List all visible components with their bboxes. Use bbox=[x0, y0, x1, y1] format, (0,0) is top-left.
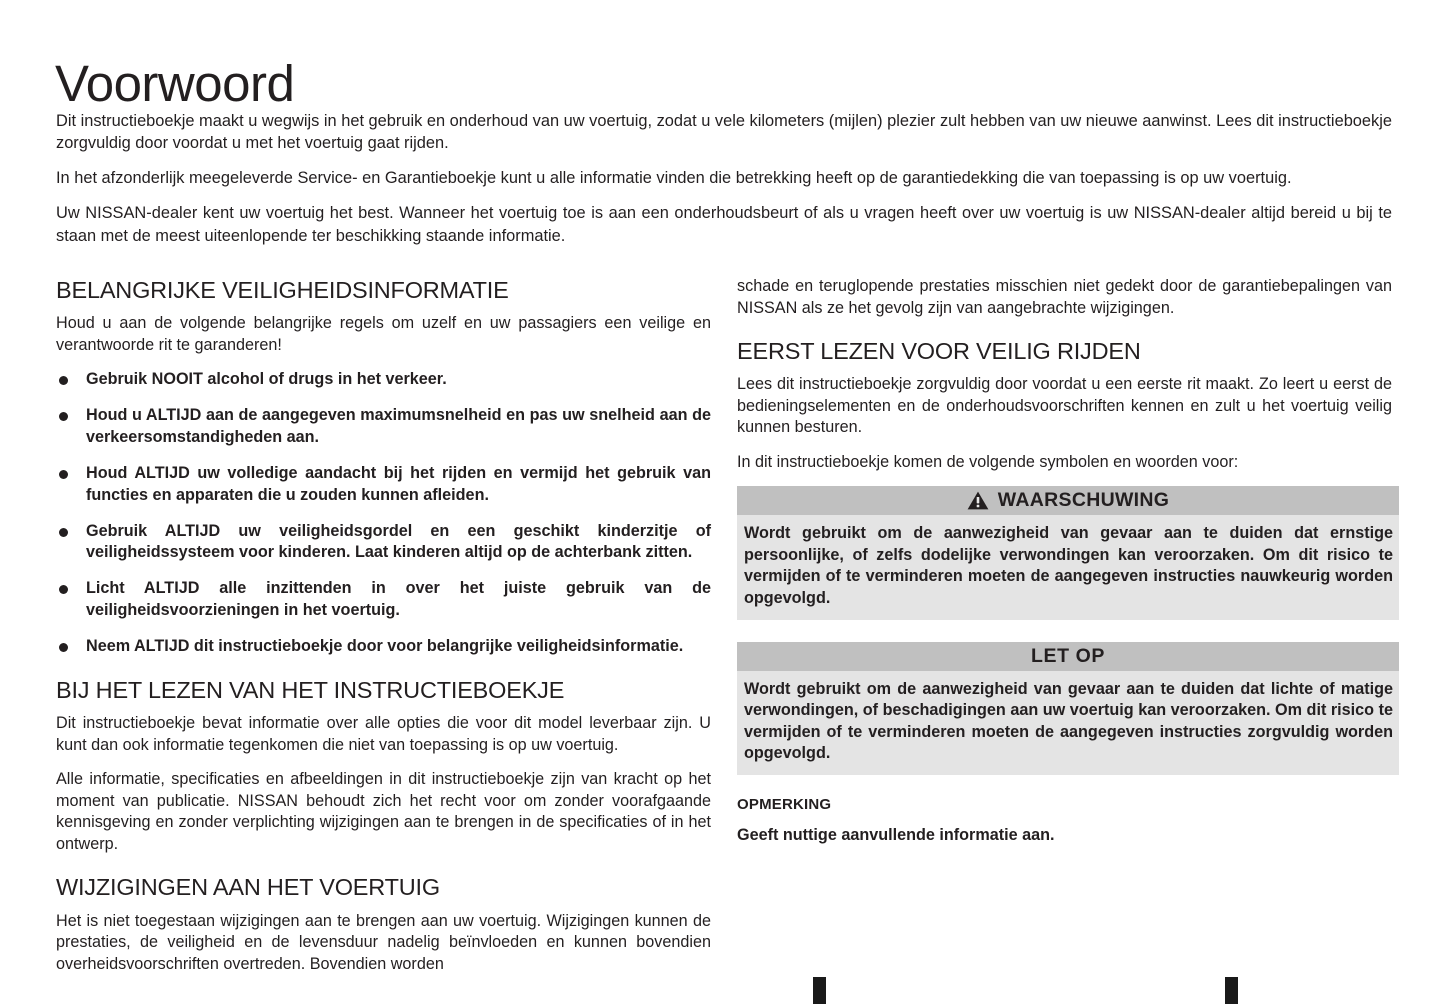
caution-callout-caption: LET OP bbox=[1030, 644, 1106, 667]
note-block bbox=[737, 796, 1392, 845]
right-column bbox=[737, 276, 1392, 845]
list-item-label: Houd ALTIJD uw volledige aandacht bij het rijden en vermijd het gebruik van functies en apparaten die u zouden kunnen afleiden. bbox=[86, 463, 711, 504]
list-item bbox=[56, 578, 711, 622]
bullet-icon bbox=[59, 412, 68, 421]
reading-paragraph: Alle informatie, specificaties en afbeeldingen in dit instructieboekje zijn van kracht op het moment van publicatie. NISSAN behoudt zich het recht voor om zonder voorafgaande kennisgeving en zonder verplichting wijzigingen aan te brengen in de specificaties of in het ontwerp. bbox=[56, 770, 711, 853]
bullet-icon bbox=[59, 643, 68, 652]
caution-callout-caption-bar bbox=[737, 642, 1399, 671]
list-item bbox=[56, 636, 711, 658]
warning-callout-caption: WAARSCHUWING bbox=[997, 489, 1170, 512]
bullet-icon bbox=[59, 528, 68, 537]
list-item bbox=[56, 521, 711, 565]
intro-paragraphs bbox=[56, 110, 1392, 247]
continuation-paragraph: schade en teruglopende prestaties misschien niet gedekt door de garantiebepalingen van NISSAN als ze het gevolg zijn van aangebrachte wijzigingen. bbox=[737, 277, 1392, 317]
intro-paragraph: Dit instructieboekje maakt u wegwijs in het gebruik en onderhoud van uw voertuig, zodat u vele kilometers (mijlen) plezier zult hebben van uw nieuwe aanwinst. Lees dit instructieboekje zorgvuldig door voordat u met het voertuig gaat rijden. bbox=[56, 112, 1392, 153]
warning-callout-box bbox=[737, 486, 1399, 620]
caution-callout-text: Wordt gebruikt om de aanwezigheid van gevaar aan te duiden dat lichte of matige verwondingen, of beschadigingen aan uw voertuig kan veroorzaken. Om dit risico te vermijden of te verminderen moeten de aangegeven instructies zorgvuldig worden opgevolgd. bbox=[744, 679, 1393, 763]
warning-triangle-icon bbox=[967, 491, 989, 510]
modifications-paragraph: Het is niet toegestaan wijzigingen aan te brengen aan uw voertuig. Wijzigingen kunnen de prestaties, de veiligheid en de levensduur nadelig beïnvloeden en kunnen bovendien overheidsvoorschriften overtreden. Bovendien worden bbox=[56, 911, 711, 973]
safety-intro-text: Houd u aan de volgende belangrijke regels om uzelf en uw passagiers een veilige en verantwoorde rit te garanderen! bbox=[56, 314, 711, 354]
left-column bbox=[56, 276, 711, 975]
page-title: Voorwoord bbox=[55, 55, 295, 113]
list-item-label: Neem ALTIJD dit instructieboekje door voor belangrijke veiligheidsinformatie. bbox=[86, 637, 684, 656]
reading-paragraph: Dit instructieboekje bevat informatie over alle opties die voor dit model leverbaar zijn. U kunt dan ook informatie tegenkomen die niet van toepassing is op uw voertuig. bbox=[56, 714, 711, 754]
bullet-icon bbox=[59, 376, 68, 385]
warning-callout-caption-bar bbox=[737, 486, 1399, 515]
trim-mark-right bbox=[1225, 977, 1238, 1004]
safety-rules-list bbox=[56, 369, 711, 658]
list-item-label: Houd u ALTIJD aan de aangegeven maximumsnelheid en pas uw snelheid aan de verkeersomstandigheden aan. bbox=[86, 406, 711, 446]
list-item bbox=[56, 463, 711, 507]
heading-safety-info: BELANGRIJKE VEILIGHEIDSINFORMATIE bbox=[56, 277, 509, 303]
list-item-label: Gebruik NOOIT alcohol of drugs in het verkeer. bbox=[86, 370, 447, 389]
list-item bbox=[56, 369, 711, 391]
intro-paragraph: In het afzonderlijk meegeleverde Service- en Garantieboekje kunt u alle informatie vinden die betrekking heeft op de garantiedekking die van toepassing is op uw voertuig. bbox=[56, 169, 1292, 188]
symbols-intro-paragraph: In dit instructieboekje komen de volgende symbolen en woorden voor: bbox=[737, 452, 1239, 471]
note-text: Geeft nuttige aanvullende informatie aan. bbox=[737, 826, 1055, 845]
safe-driving-paragraph: Lees dit instructieboekje zorgvuldig door voordat u een eerste rit maakt. Zo leert u eerst de bedieningselementen en de onderhoudsvoorschriften kennen en zult u het voertuig veilig kunnen besturen. bbox=[737, 375, 1392, 437]
trim-mark-left bbox=[813, 977, 826, 1004]
caution-callout-box bbox=[737, 642, 1399, 776]
heading-vehicle-modifications: WIJZIGINGEN AAN HET VOERTUIG bbox=[56, 874, 440, 901]
heading-safe-driving: EERST LEZEN VOOR VEILIG RIJDEN bbox=[737, 338, 1141, 365]
heading-reading-manual: BIJ HET LEZEN VAN HET INSTRUCTIEBOEKJE bbox=[56, 676, 565, 703]
list-item bbox=[56, 405, 711, 449]
intro-paragraph: Uw NISSAN-dealer kent uw voertuig het best. Wanneer het voertuig toe is aan een onderhoudsbeurt of als u vragen heeft over uw voertuig is uw NISSAN-dealer altijd bereid u bij te staan met de meest uiteenlopende ter beschikking staande informatie. bbox=[56, 204, 1392, 245]
list-item-label: Gebruik ALTIJD uw veiligheidsgordel en een geschikt kinderzitje of veiligheidssysteem voor kinderen. Laat kinderen altijd op de achterbank zitten. bbox=[86, 521, 711, 562]
bullet-icon bbox=[59, 585, 68, 594]
bullet-icon bbox=[59, 470, 68, 479]
warning-callout-text: Wordt gebruikt om de aanwezigheid van gevaar aan te duiden dat ernstige persoonlijke, of zelfs dodelijke verwondingen kan veroorzaken. Om dit risico te vermijden of te verminderen moeten de aangegeven instructies nauwkeurig worden opgevolgd. bbox=[744, 524, 1393, 607]
note-title: OPMERKING bbox=[737, 796, 832, 814]
list-item-label: Licht ALTIJD alle inzittenden in over het juiste gebruik van de veiligheidsvoorzieningen in het voertuig. bbox=[86, 579, 711, 620]
